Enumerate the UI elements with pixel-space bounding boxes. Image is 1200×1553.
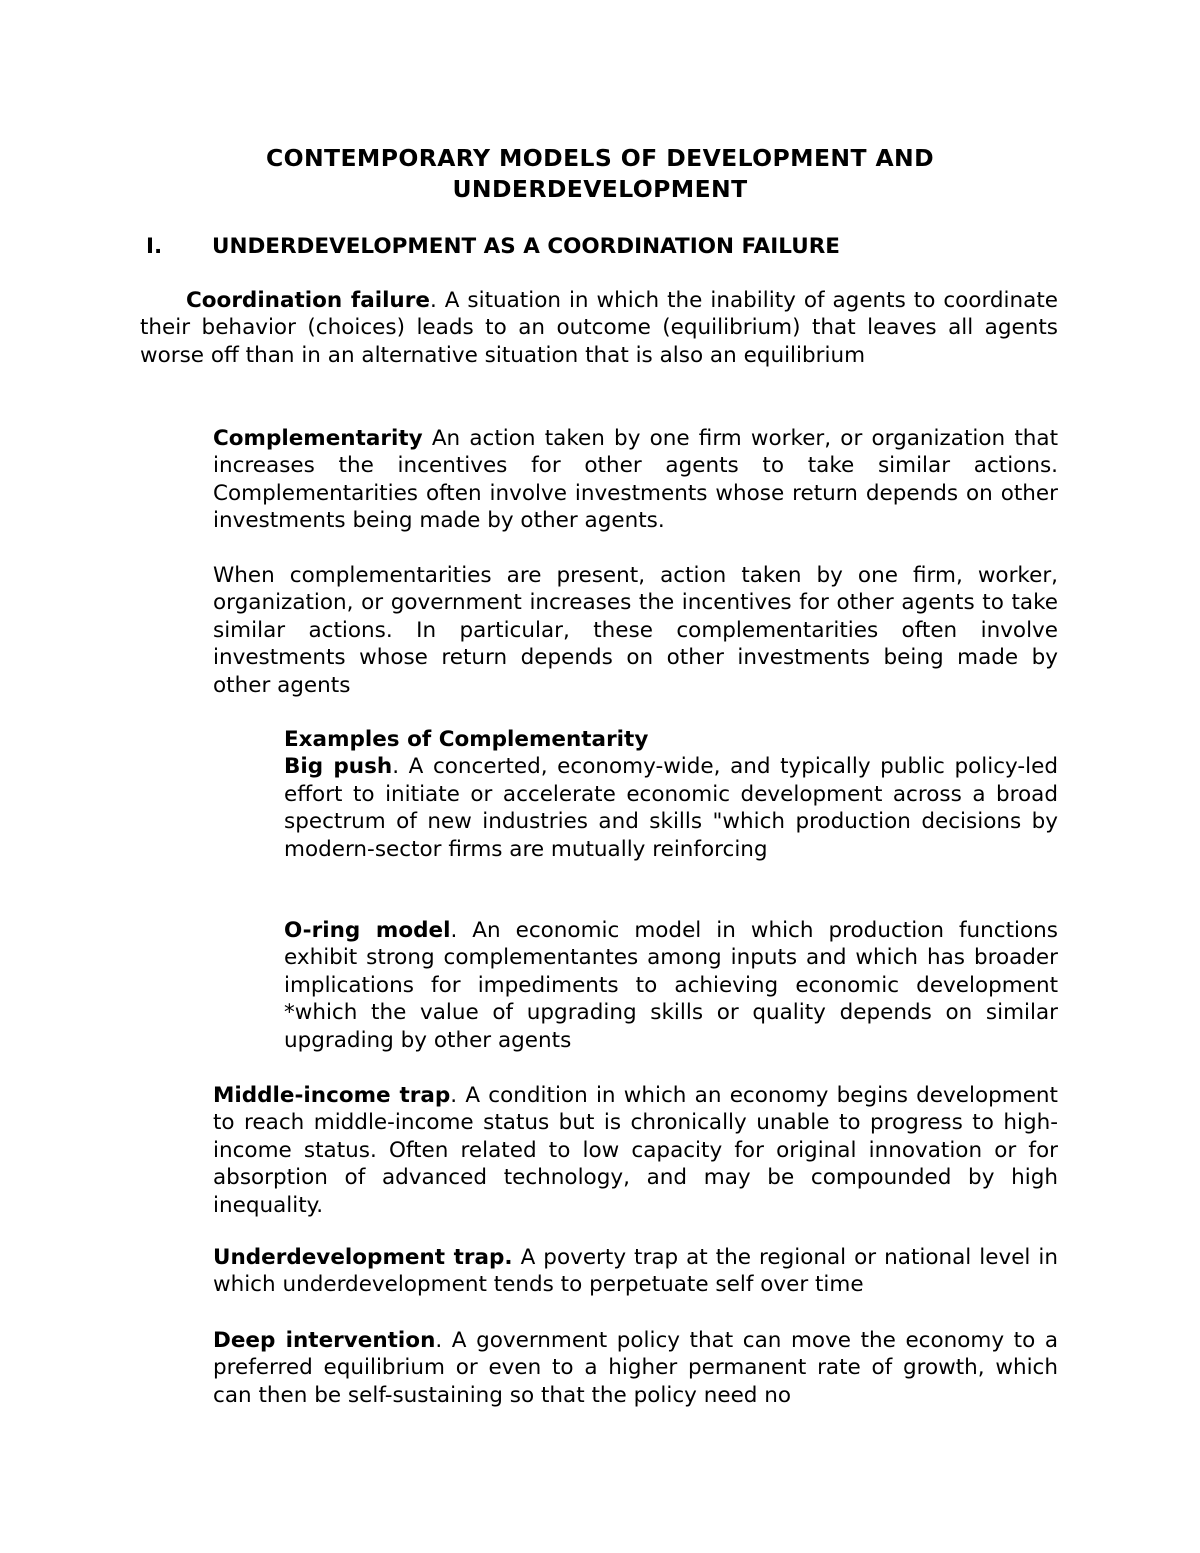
complementarity-definition [213,425,1058,535]
coordination-failure-text: . A situation in which the inability of agents to coordinate their behavior (choices) leads to an outcome (equilibrium) that leaves all agents worse off than in an alternative situation that is also an equilibrium [140,288,1058,368]
document-title [140,143,1060,205]
middle-income-trap-text: . A condition in which an economy begins development to reach middle-income status but is chronically unable to progress to high-income status. Often related to low capacity for original innovation or for absorption of advanced technology, and may be compounded by high inequality. [213,1083,1058,1218]
complementarities-present-text: When complementarities are present, action taken by one firm, worker, organization, or government increases the incentives for other agents to take similar actions. In particular, these complementarities often involve investments whose return depends on other investments being made by other agents [213,563,1058,698]
deep-intervention-text: . A government policy that can move the economy to a preferred equilibrium or even to a higher permanent rate of growth, which can then be self-sustaining so that the policy need no [213,1328,1058,1408]
term-deep-intervention: Deep intervention [213,1328,436,1353]
underdevelopment-trap-text: A poverty trap at the regional or national level in which underdevelopment tends to perpetuate self over time [213,1245,1058,1298]
examples-block [284,726,1058,863]
term-complementarity: Complementarity [213,426,423,451]
middle-income-trap-definition [213,1082,1058,1219]
examples-heading-text: Examples of Complementarity [284,727,649,752]
section-number: I. [146,234,163,259]
term-big-push: Big push [284,754,393,780]
coordination-failure-definition [140,287,1058,369]
big-push-text: . A concerted, economy-wide, and typically public policy-led effort to initiate or accelerate economic development across a broad spectrum of new industries and skills "which production decisions by modern-sector firms are mutually reinforcing [284,754,1058,862]
section-title: UNDERDEVELOPMENT AS A COORDINATION FAILURE [212,234,840,259]
term-coordination-failure: Coordination failure [186,288,430,313]
complementarity-text: An action taken by one firm worker, or organization that increases the incentives for other agents to take similar actions. Complementarities often involve investments whose return depends on other investments being made by other agents. [213,426,1058,534]
section-heading [146,233,840,261]
underdevelopment-trap-definition [213,1244,1058,1299]
examples-heading [284,726,1058,753]
title-line-2: UNDERDEVELOPMENT [452,175,748,203]
term-middle-income-trap: Middle-income trap [213,1083,451,1108]
title-line-1: CONTEMPORARY MODELS OF DEVELOPMENT AND [265,144,935,172]
complementarities-present-paragraph [213,562,1058,699]
big-push-definition [284,753,1058,863]
deep-intervention-definition [213,1327,1058,1409]
term-o-ring-model: O-ring model [284,918,451,943]
term-underdevelopment-trap: Underdevelopment trap. [213,1245,513,1270]
o-ring-definition [284,917,1058,1054]
o-ring-text: . An economic model in which production functions exhibit strong complementantes among inputs and which has broader implications for impediments to achieving economic development *which the value of upgrading skills or quality depends on similar upgrading by other agents [284,918,1058,1053]
